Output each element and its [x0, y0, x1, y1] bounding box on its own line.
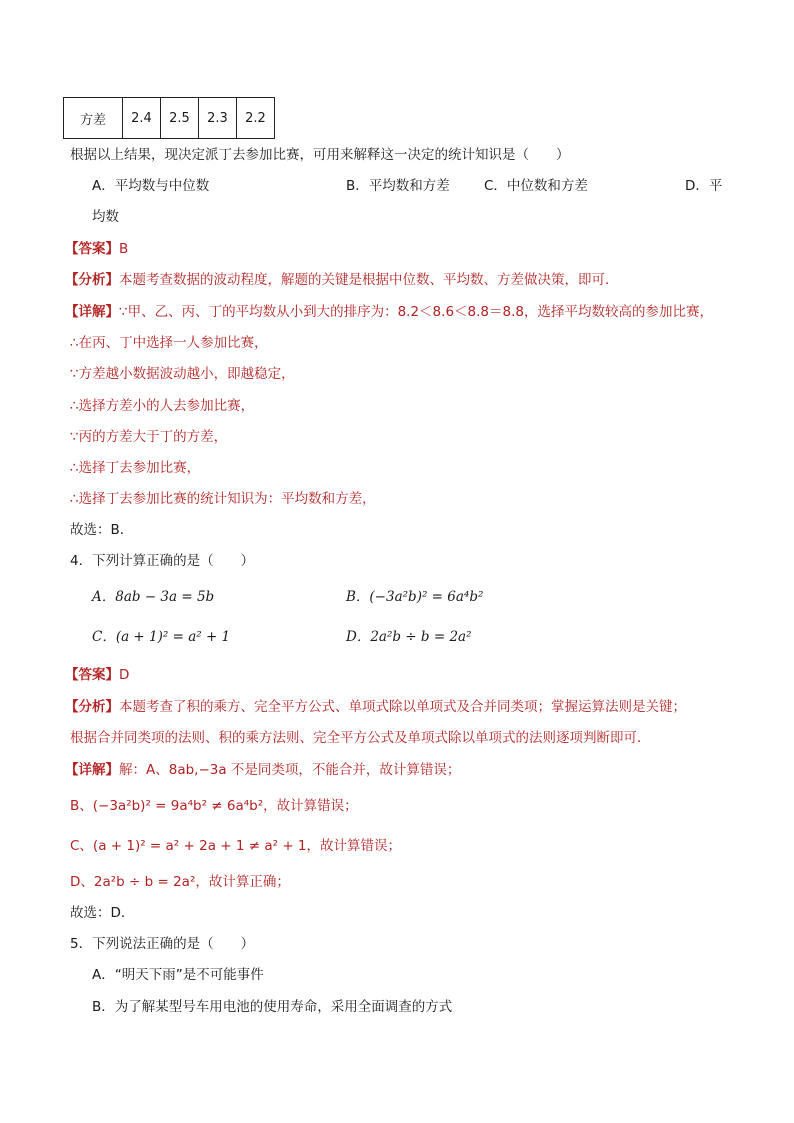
q4-analysis	[65, 697, 686, 717]
q4-detail	[65, 760, 460, 780]
answer-tag: 【答案】	[65, 241, 119, 257]
q3-stem: 根据以上结果，现决定派丁去参加比赛，可用来解释这一决定的统计知识是（ ）	[70, 147, 570, 163]
q4-option-a: A．8ab − 3a = 5b	[92, 589, 215, 605]
q5-stem: 5．下列说法正确的是（ ）	[70, 936, 255, 952]
detail-line: ∴选择方差小的人去参加比赛，	[70, 398, 255, 414]
analysis-text-cont: 根据合并同类项的法则、积的乘方法则、完全平方公式及单项式除以单项式的法则逐项判断即可．	[70, 730, 651, 746]
answer-value: D	[119, 667, 130, 683]
analysis-text: 本题考查了积的乘方、完全平方公式、单项式除以单项式及合并同类项；掌握运算法则是关键；	[119, 699, 686, 715]
table-header-cell: 方差	[64, 98, 123, 139]
detail-line: ∴在丙、丁中选择一人参加比赛，	[70, 335, 268, 351]
q4-option-c: C．(a + 1)² = a² + 1	[92, 629, 231, 645]
detail-line: ∵丙的方差大于丁的方差，	[70, 429, 228, 445]
q3-option-b: B．平均数和方差	[346, 178, 450, 194]
q4-option-d: D．2a²b ÷ b = 2a²	[346, 629, 472, 645]
detail-line: 解：A、8ab,−3a 不是同类项，不能合并，故计算错误；	[119, 762, 461, 778]
q4-option-b: B．(−3a²b)² = 6a⁴b²	[346, 589, 484, 605]
detail-tag: 【详解】	[65, 762, 119, 778]
table-cell: 2.4	[123, 98, 161, 139]
answer-tag: 【答案】	[65, 667, 119, 683]
analysis-text: 本题考查数据的波动程度，解题的关键是根据中位数、平均数、方差做决策，即可．	[119, 272, 619, 288]
q5-option-b: B．为了解某型号车用电池的使用寿命，采用全面调查的方式	[92, 999, 453, 1015]
answer-value: B	[119, 241, 129, 257]
q3-conclusion: 故选：B．	[70, 522, 134, 538]
table-cell: 2.2	[237, 98, 275, 139]
q4-conclusion: 故选：D．	[70, 905, 135, 921]
q3-analysis	[65, 270, 619, 290]
q3-option-a: A．平均数与中位数	[92, 178, 210, 194]
q4-stem: 4．下列计算正确的是（ ）	[70, 553, 255, 569]
q4-answer	[65, 665, 129, 685]
q3-detail	[65, 302, 713, 322]
q3-option-d-cont: 均数	[92, 209, 119, 225]
detail-line: D、2a²b ÷ b = 2a²，故计算正确；	[70, 874, 290, 890]
detail-line: B、(−3a²b)² = 9a⁴b² ≠ 6a⁴b²，故计算错误；	[70, 798, 358, 814]
detail-line: C、(a + 1)² = a² + 2a + 1 ≠ a² + 1，故计算错误；	[70, 838, 402, 854]
table-cell: 2.5	[161, 98, 199, 139]
detail-line: ∵甲、乙、丙、丁的平均数从小到大的排序为：8.2＜8.6＜8.8＝8.8，选择平均数较高的参加比赛，	[119, 304, 713, 320]
table-cell: 2.3	[199, 98, 237, 139]
analysis-tag: 【分析】	[65, 272, 119, 288]
q5-option-a: A．“明天下雨”是不可能事件	[92, 967, 264, 983]
analysis-tag: 【分析】	[65, 699, 119, 715]
detail-line: ∴选择丁去参加比赛，	[70, 460, 201, 476]
q3-option-d: D．平	[685, 178, 723, 194]
q3-option-c: C．中位数和方差	[484, 178, 588, 194]
variance-table	[63, 97, 275, 139]
detail-line: ∴选择丁去参加比赛的统计知识为：平均数和方差，	[70, 491, 376, 507]
detail-line: ∵方差越小数据波动越小，即越稳定，	[70, 366, 295, 382]
table-row	[64, 98, 275, 139]
detail-tag: 【详解】	[65, 304, 119, 320]
q3-answer	[65, 239, 128, 259]
